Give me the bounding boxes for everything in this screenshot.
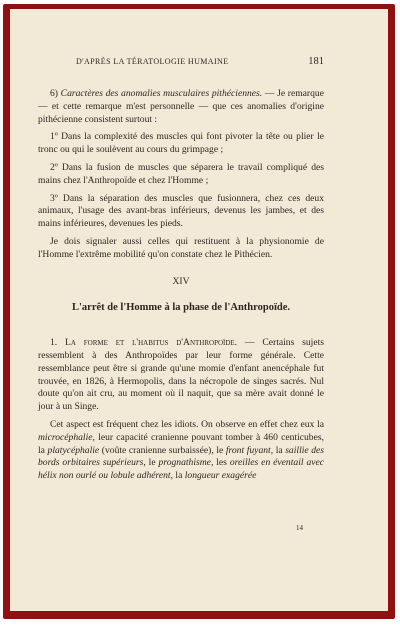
italic-term: microcéphalie — [38, 431, 93, 443]
italic-term: oreilles en éventail avec hélix non ourlé ou lobule adhérent — [38, 457, 325, 482]
section-paragraph-1-text: — Certains sujets ressemblent à des Anthropoïdes par leur forme générale. Cette ressemblance peut être si grande qu'une momie d'enfant anencéphale fut trouvée, en 1826, à Hermopolis, dans la nécropole de singes sacrés. Nul doute qu'on ait cru, au moment où il naquit, que sa mère avait donné le jour à un Singe. — [38, 337, 324, 413]
paragraph-6 — [38, 88, 324, 126]
italic-term: front fuyant — [225, 444, 271, 456]
signature-mark: 14 — [296, 524, 303, 532]
paragraph-6-text: — Je remarque — et cette remarque m'est personnelle — que ces anomalies d'origine pithécienne consistent surtout : — [38, 88, 324, 125]
running-header — [76, 56, 324, 67]
text-run: , le — [143, 457, 159, 469]
list-item-1: 1º Dans la complexité des muscles qui font pivoter la tête ou plier le tronc ou qui le soulèvent au cours du grimpage ; — [38, 131, 324, 156]
section-paragraph-1-heading: La forme et l'habitus d'Anthropoïde. — [65, 337, 238, 349]
text-run: , leur capacité cranienne pouvant tomber à 460 centicubes, la — [38, 431, 324, 456]
paragraph-6-heading: Caractères des anomalies musculaires pithéciennes. — [60, 88, 263, 99]
section-title: L'arrêt de l'Homme à la phase de l'Anthropoïde. — [72, 302, 290, 314]
text-run: Cet aspect est fréquent chez les idiots. On observe en effet chez eux la — [50, 418, 324, 430]
text-run: , la — [270, 444, 286, 456]
text-run: (voûte cranienne surbaissée), le — [99, 444, 226, 456]
italic-term: longueur exagérée — [184, 470, 257, 482]
italic-term: saillie des bords orbitaires supérieurs — [38, 444, 325, 469]
running-title: D'APRÈS LA TÉRATOLOGIE HUMAINE — [76, 57, 229, 66]
section-paragraph-1 — [38, 337, 324, 414]
text-run: , les — [210, 457, 230, 469]
text-run: , la — [170, 470, 185, 482]
page-number: 181 — [308, 56, 324, 67]
italic-term: platycéphalie — [47, 444, 100, 456]
italic-term: prognathisme — [158, 457, 211, 469]
section-paragraph-2 — [38, 419, 324, 483]
section-number: XIV — [172, 276, 190, 287]
paragraph-6-number: 6) — [50, 88, 58, 99]
paragraph-physionomie: Je dois signaler aussi celles qui restituent à la physionomie de l'Homme l'extrême mobilité qu'on constate chez le Pithécien. — [38, 235, 324, 260]
page-content — [38, 88, 324, 488]
list-item-3: 3º Dans la séparation des muscles que fusionnera, chez ces deux animaux, l'usage des avant-bras inférieurs, devenus les jambes, et des mains inférieures, devenues les pieds. — [38, 192, 324, 230]
section-paragraph-1-number: 1. — [50, 337, 58, 349]
list-item-2: 2º Dans la fusion de muscles que séparera le travail compliqué des mains chez l'Anthropoïde et chez l'Homme ; — [38, 161, 324, 186]
